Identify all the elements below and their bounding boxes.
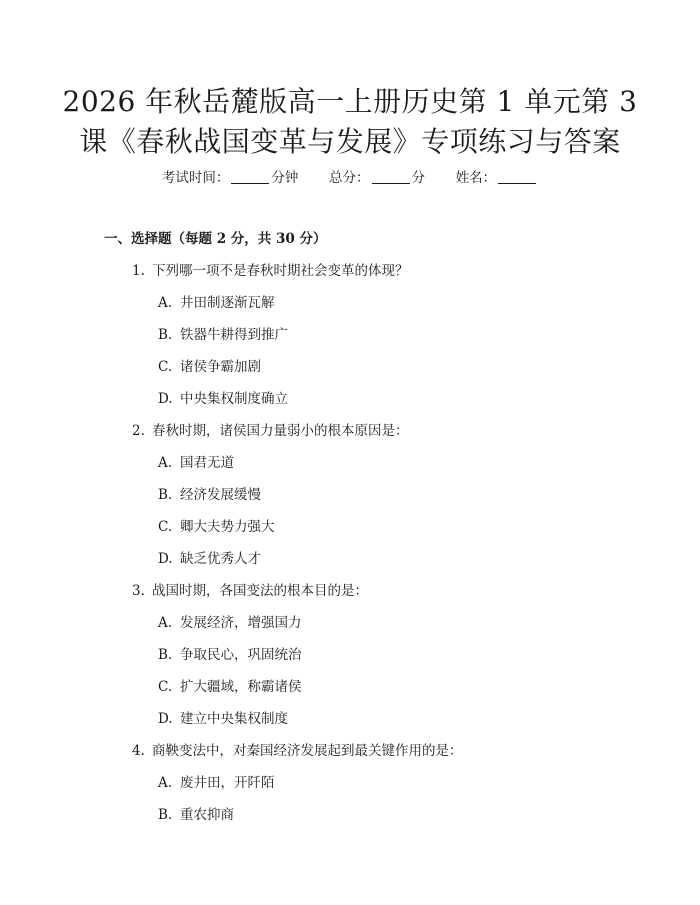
- option-text: 中央集权制度确立: [180, 391, 288, 407]
- option-3c: [158, 677, 302, 697]
- question-number: 2.: [132, 423, 145, 439]
- score-unit: 分: [411, 170, 425, 186]
- name-blank: [498, 169, 536, 184]
- option-text: 缺乏优秀人才: [180, 551, 261, 567]
- option-text: 扩大疆域，称霸诸侯: [180, 679, 302, 695]
- option-1a: [158, 293, 275, 313]
- option-3b: [158, 645, 302, 665]
- question-number: 4.: [132, 743, 145, 759]
- name-label: 姓名：: [455, 170, 497, 186]
- exam-info-row: [0, 168, 700, 188]
- option-letter: A.: [158, 615, 173, 631]
- option-text: 建立中央集权制度: [180, 711, 288, 727]
- option-letter: D.: [158, 391, 173, 407]
- question-2: [132, 421, 409, 441]
- option-1c: [158, 357, 261, 377]
- option-text: 争取民心，巩固统治: [180, 647, 302, 663]
- option-4a: [158, 773, 275, 793]
- option-letter: A.: [158, 295, 173, 311]
- option-letter: C.: [158, 519, 173, 535]
- document-title-line-2: 课《春秋战国变革与发展》专项练习与答案: [79, 125, 621, 158]
- question-text: 战国时期，各国变法的根本目的是：: [152, 583, 368, 599]
- option-2c: [158, 517, 275, 537]
- option-2b: [158, 485, 261, 505]
- question-1: [132, 261, 409, 281]
- time-unit: 分钟: [271, 170, 299, 186]
- question-number: 3.: [132, 583, 145, 599]
- question-number: 1.: [132, 263, 145, 279]
- option-letter: A.: [158, 455, 173, 471]
- option-2d: [158, 549, 261, 569]
- score-label: 总分：: [329, 170, 370, 186]
- question-text: 春秋时期，诸侯国力量弱小的根本原因是：: [152, 423, 409, 439]
- document-title-line-1: 2026 年秋岳麓版高一上册历史第 1 单元第 3: [62, 85, 638, 118]
- option-text: 卿大夫势力强大: [180, 519, 275, 535]
- score-blank: [372, 169, 410, 184]
- option-letter: D.: [158, 711, 173, 727]
- option-letter: C.: [158, 679, 173, 695]
- option-letter: D.: [158, 551, 173, 567]
- option-letter: B.: [158, 327, 173, 343]
- option-4b: [158, 805, 234, 825]
- option-3a: [158, 613, 302, 633]
- option-letter: B.: [158, 807, 173, 823]
- option-text: 国君无道: [180, 455, 234, 471]
- section-heading: 一、选择题（每题 2 分，共 30 分）: [104, 231, 327, 247]
- option-text: 铁器牛耕得到推广: [180, 327, 288, 343]
- option-text: 诸侯争霸加剧: [180, 359, 261, 375]
- option-text: 发展经济，增强国力: [180, 615, 302, 631]
- question-4: [132, 741, 463, 761]
- option-letter: B.: [158, 487, 173, 503]
- option-2a: [158, 453, 234, 473]
- option-1b: [158, 325, 288, 345]
- time-label: 考试时间：: [161, 170, 230, 186]
- question-text: 商鞅变法中，对秦国经济发展起到最关键作用的是：: [152, 743, 463, 759]
- option-text: 经济发展缓慢: [180, 487, 261, 503]
- option-text: 重农抑商: [180, 807, 234, 823]
- time-blank: [231, 169, 269, 184]
- option-3d: [158, 709, 288, 729]
- option-letter: C.: [158, 359, 173, 375]
- question-text: 下列哪一项不是春秋时期社会变革的体现？: [152, 263, 409, 279]
- question-3: [132, 581, 368, 601]
- option-1d: [158, 389, 288, 409]
- option-text: 废井田，开阡陌: [180, 775, 275, 791]
- option-letter: B.: [158, 647, 173, 663]
- option-letter: A.: [158, 775, 173, 791]
- option-text: 井田制逐渐瓦解: [180, 295, 275, 311]
